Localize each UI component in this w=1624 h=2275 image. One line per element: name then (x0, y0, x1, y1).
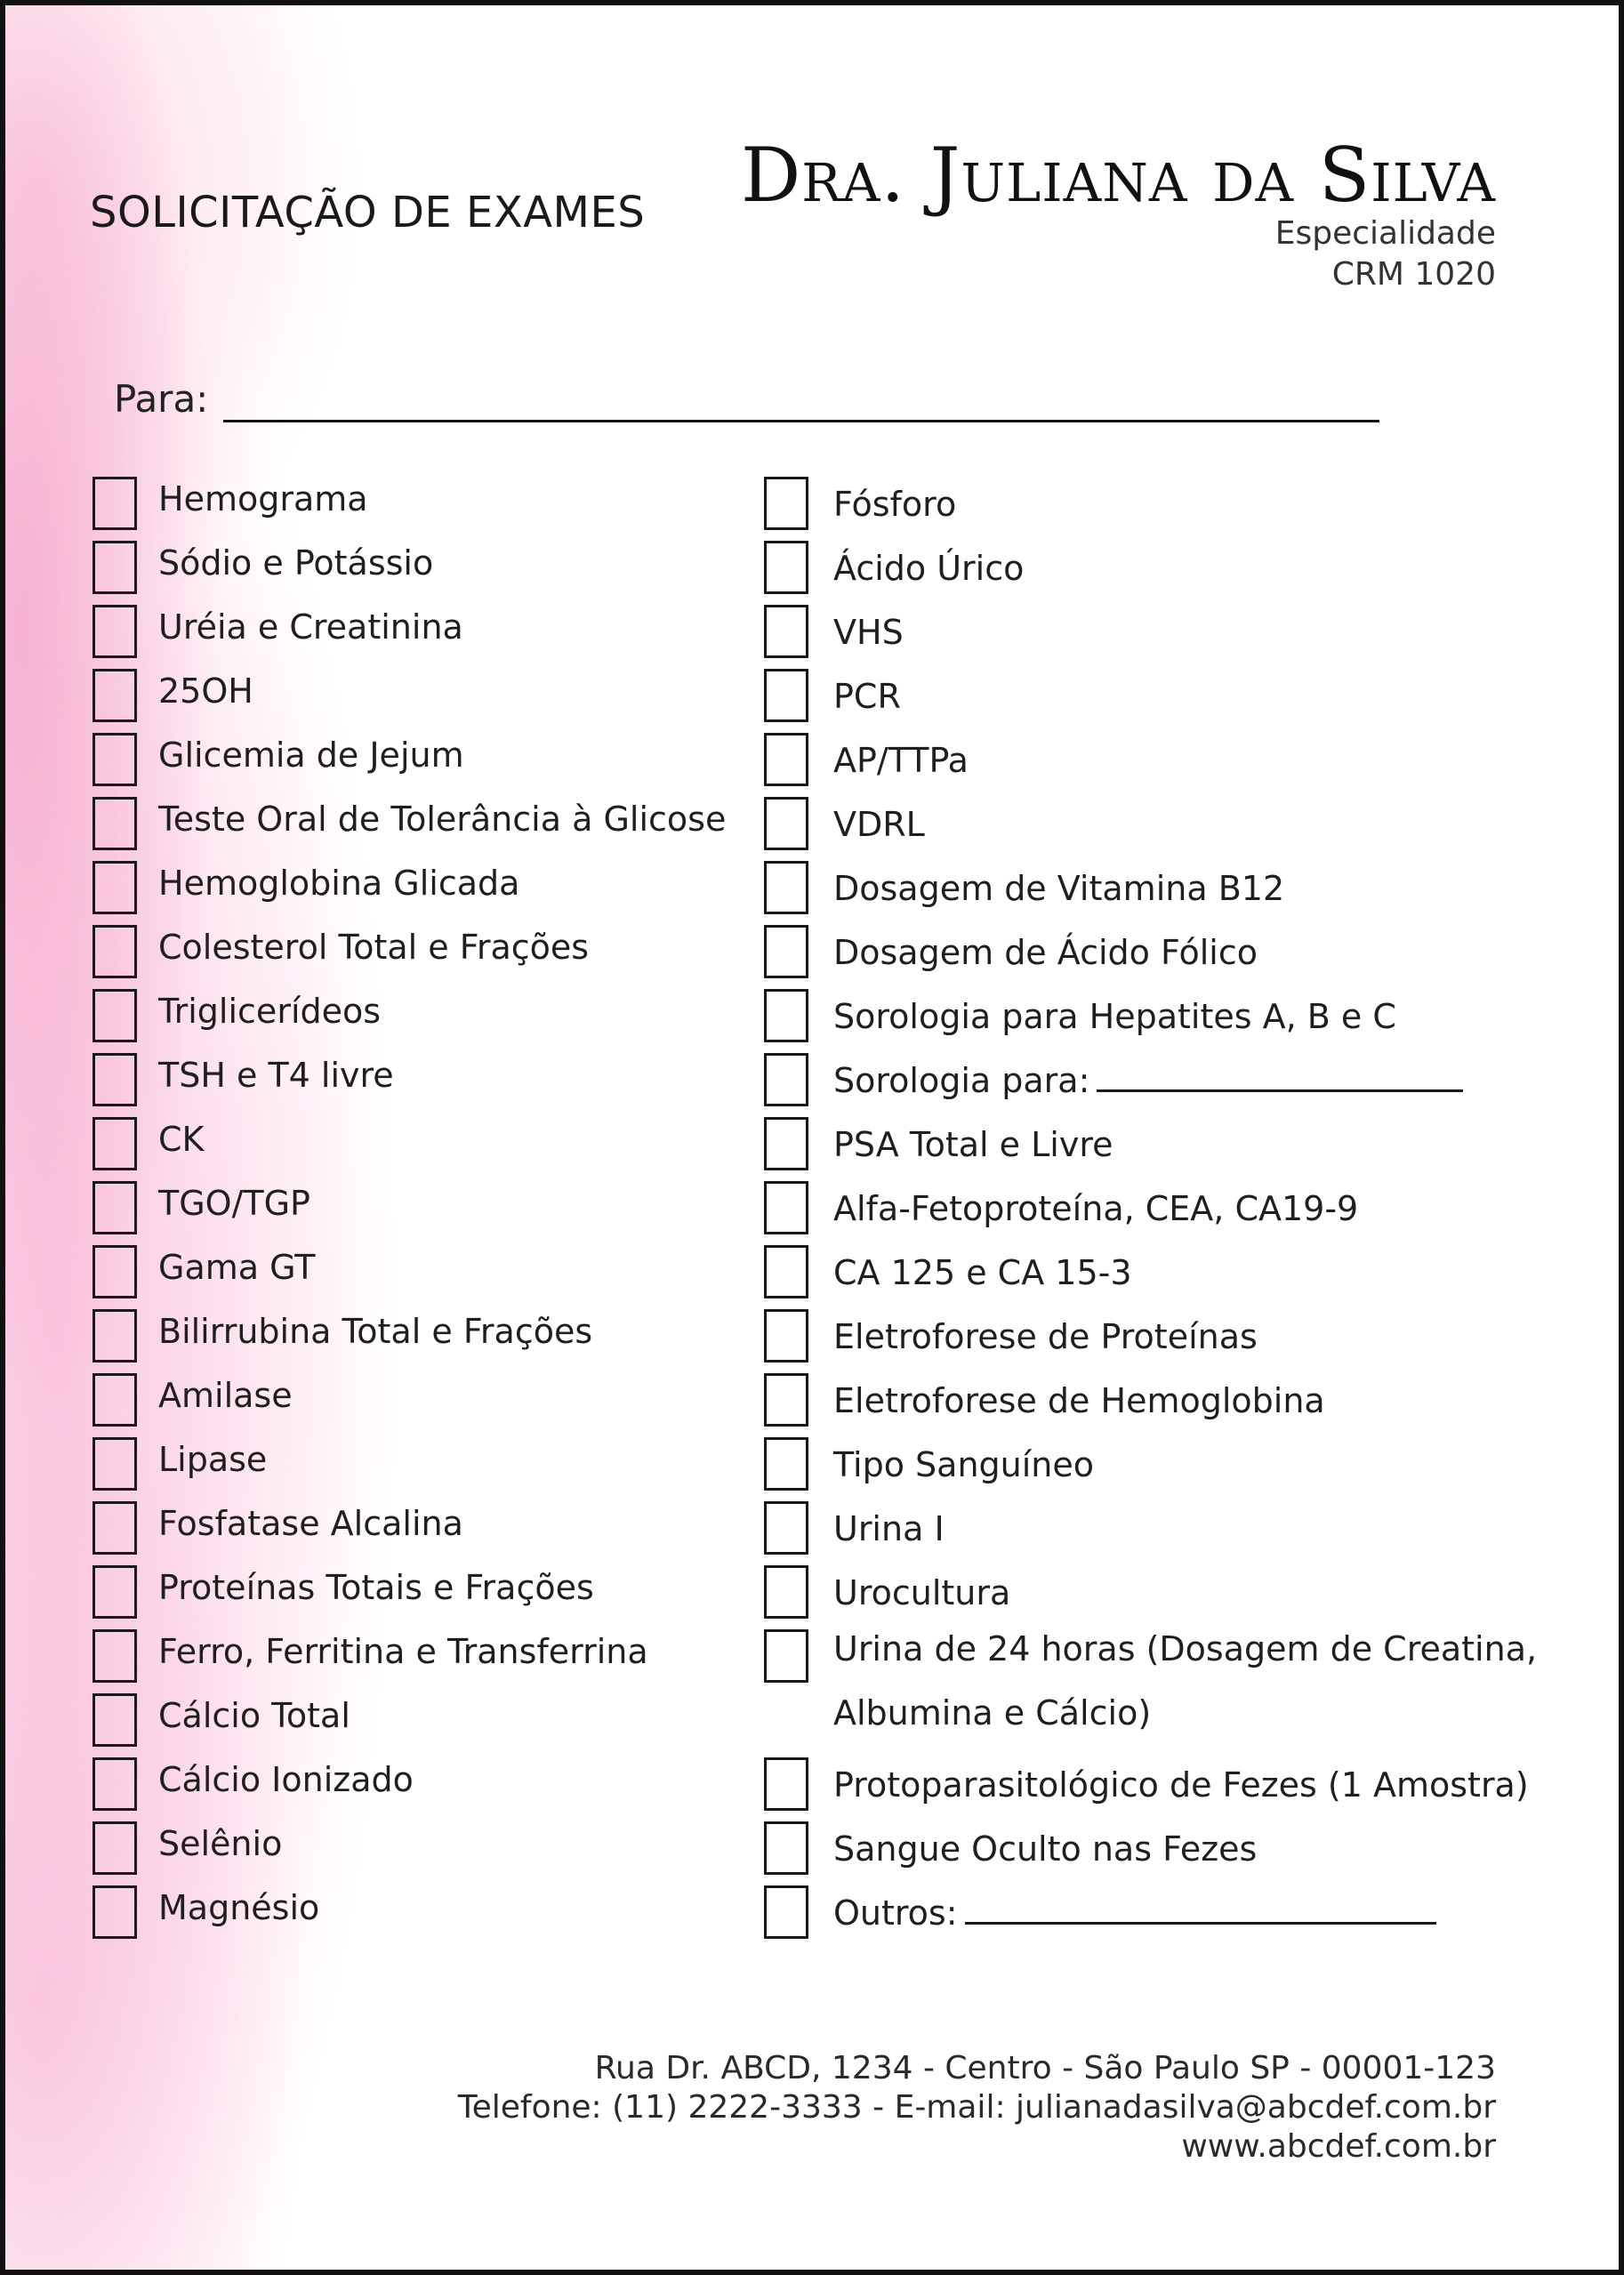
exam-label: Sódio e Potássio (158, 543, 434, 583)
exam-label: Cálcio Total (158, 1696, 350, 1735)
exam-checkbox[interactable] (764, 925, 808, 978)
exam-label: Uréia e Creatinina (158, 607, 463, 647)
exam-label: Magnésio (158, 1888, 320, 1927)
exam-checkbox[interactable] (764, 605, 808, 658)
exam-checkbox[interactable] (92, 1309, 137, 1363)
exam-label: Ferro, Ferritina e Transferrina (158, 1632, 648, 1671)
exam-label: Eletroforese de Hemoglobina (833, 1381, 1325, 1420)
exam-checkbox[interactable] (764, 541, 808, 594)
exam-label-text: Sorologia para: (833, 1061, 1090, 1100)
exam-label (833, 1893, 1436, 1933)
exam-checkbox[interactable] (764, 1181, 808, 1234)
exam-label: Hemograma (158, 479, 368, 519)
exam-checkbox[interactable] (92, 1373, 137, 1427)
exam-label: Alfa-Fetoproteína, CEA, CA19-9 (833, 1189, 1359, 1228)
exam-checkbox[interactable] (92, 861, 137, 914)
exam-checkbox[interactable] (92, 1565, 137, 1619)
outros-fill-line[interactable] (965, 1922, 1436, 1925)
exam-checkbox[interactable] (764, 1373, 808, 1427)
exam-checkbox[interactable] (92, 1053, 137, 1106)
exam-checkbox[interactable] (92, 1117, 137, 1170)
exam-checkbox[interactable] (92, 1821, 137, 1875)
exam-checkbox[interactable] (764, 1565, 808, 1619)
exam-checkbox[interactable] (764, 733, 808, 786)
exam-checkbox[interactable] (92, 1181, 137, 1234)
exam-label: Urocultura (833, 1573, 1011, 1612)
exam-label: Sorologia para Hepatites A, B e C (833, 997, 1396, 1036)
exam-label: Cálcio Ionizado (158, 1760, 414, 1799)
exam-label: Triglicerídeos (158, 992, 382, 1031)
exam-label: VDRL (833, 805, 925, 844)
exam-label: CA 125 e CA 15-3 (833, 1253, 1132, 1292)
doctor-crm: CRM 1020 (1331, 256, 1496, 293)
exam-label: Fosfatase Alcalina (158, 1504, 463, 1543)
exam-label: Ácido Úrico (833, 549, 1025, 588)
exam-label: Fósforo (833, 485, 957, 524)
exam-checkbox[interactable] (764, 1501, 808, 1555)
sorologia-fill-line[interactable] (1097, 1089, 1463, 1092)
exam-checkbox[interactable] (92, 733, 137, 786)
exam-label: Glicemia de Jejum (158, 736, 464, 775)
document-title: SOLICITAÇÃO DE EXAMES (90, 188, 646, 237)
exam-checkbox[interactable] (764, 1437, 808, 1491)
exam-checkbox[interactable] (764, 797, 808, 850)
exam-checkbox[interactable] (764, 989, 808, 1042)
exam-label: Bilirrubina Total e Frações (158, 1312, 593, 1351)
exam-label (833, 1060, 1463, 1101)
exam-checkbox[interactable] (92, 925, 137, 978)
exam-checkbox[interactable] (92, 1501, 137, 1555)
exam-label: TSH e T4 livre (158, 1056, 394, 1095)
exam-checkbox[interactable] (764, 477, 808, 530)
exam-checkbox[interactable] (92, 1629, 137, 1683)
exam-checkbox[interactable] (92, 541, 137, 594)
exam-label: Gama GT (158, 1248, 316, 1287)
exam-label: Teste Oral de Tolerância à Glicose (158, 800, 727, 839)
exam-checkbox[interactable] (764, 1757, 808, 1811)
exam-label: Lipase (158, 1440, 268, 1479)
doctor-name: Dra. Juliana da Silva (740, 132, 1496, 219)
exam-label: TGO/TGP (158, 1184, 310, 1223)
exam-label: Eletroforese de Proteínas (833, 1317, 1258, 1356)
exam-label: 25OH (158, 671, 253, 711)
footer-contact: Telefone: (11) 2222-3333 - E-mail: julianadasilva@abcdef.com.br (457, 2089, 1496, 2126)
exam-label-text: Outros: (833, 1893, 958, 1933)
exam-label: CK (158, 1120, 205, 1159)
exam-label: Sangue Oculto nas Fezes (833, 1829, 1258, 1869)
exam-label: Amilase (158, 1376, 293, 1415)
footer-address: Rua Dr. ABCD, 1234 - Centro - São Paulo SP - 00001-123 (594, 2050, 1496, 2086)
exam-checkbox[interactable] (764, 1245, 808, 1298)
exam-label: Proteínas Totais e Frações (158, 1568, 594, 1607)
exam-label: Tipo Sanguíneo (833, 1445, 1095, 1484)
exam-checkbox[interactable] (92, 477, 137, 530)
exam-checkbox[interactable] (92, 1757, 137, 1811)
footer-website[interactable]: www.abcdef.com.br (1181, 2128, 1496, 2165)
exam-label: Dosagem de Vitamina B12 (833, 869, 1285, 908)
exam-checkbox[interactable] (764, 669, 808, 722)
exam-label: Colesterol Total e Frações (158, 928, 590, 967)
exam-checkbox[interactable] (92, 1885, 137, 1939)
exam-checkbox[interactable] (92, 797, 137, 850)
exam-label: Urina I (833, 1509, 945, 1548)
exam-checkbox[interactable] (764, 1629, 808, 1683)
exam-checkbox[interactable] (764, 1821, 808, 1875)
exam-label: PCR (833, 677, 901, 716)
exam-label: Selênio (158, 1824, 283, 1863)
exam-label: Urina de 24 horas (Dosagem de Creatina, Albumina e Cálcio) (833, 1629, 1538, 1732)
exam-checkbox[interactable] (764, 1117, 808, 1170)
exam-checkbox[interactable] (92, 605, 137, 658)
exam-label: AP/TTPa (833, 741, 969, 780)
exam-checkbox[interactable] (92, 1245, 137, 1298)
exam-checkbox[interactable] (764, 1309, 808, 1363)
exam-label: VHS (833, 613, 904, 652)
exam-checkbox[interactable] (92, 669, 137, 722)
recipient-label: Para: (114, 377, 209, 421)
exam-label: Hemoglobina Glicada (158, 864, 520, 903)
exam-checkbox[interactable] (92, 1437, 137, 1491)
exam-checkbox[interactable] (92, 1693, 137, 1747)
exam-checkbox[interactable] (764, 861, 808, 914)
exam-label: Protoparasitológico de Fezes (1 Amostra) (833, 1765, 1529, 1805)
exam-label: Dosagem de Ácido Fólico (833, 933, 1258, 972)
exam-checkbox[interactable] (764, 1885, 808, 1939)
recipient-line[interactable] (223, 420, 1379, 422)
exam-label: PSA Total e Livre (833, 1125, 1113, 1164)
doctor-specialty: Especialidade (1274, 215, 1496, 252)
exam-checkbox[interactable] (764, 1053, 808, 1106)
exam-checkbox[interactable] (92, 989, 137, 1042)
